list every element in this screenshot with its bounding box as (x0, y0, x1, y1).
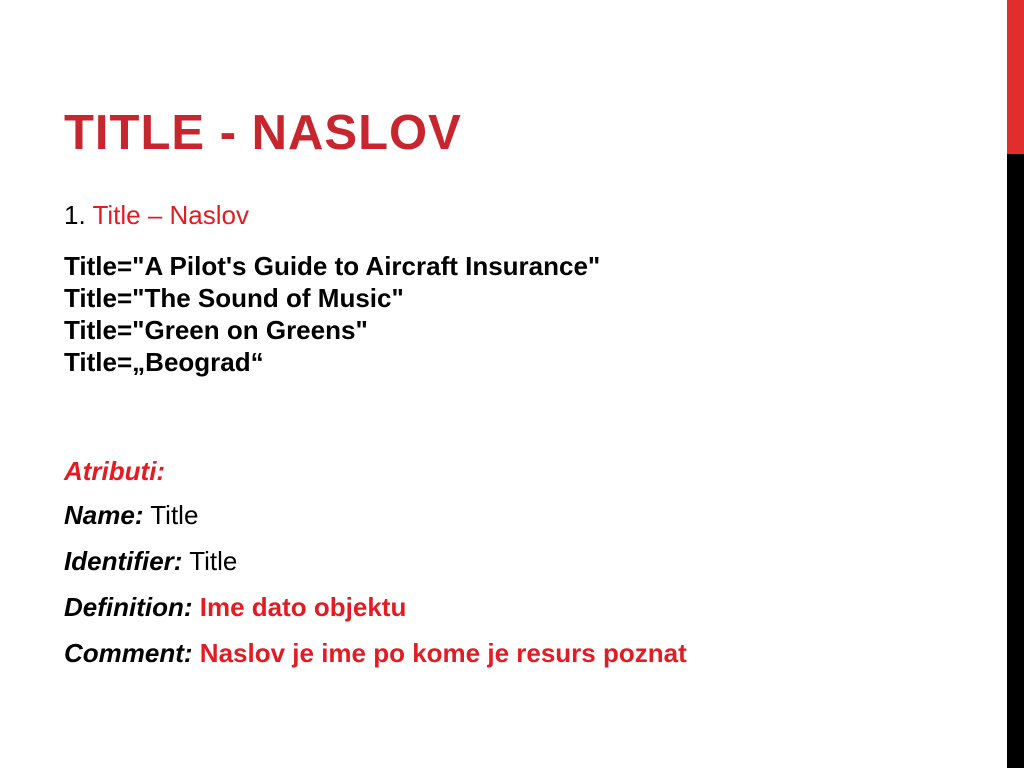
attribute-key: Definition: (64, 592, 193, 622)
attributes-heading: Atributi: (64, 456, 166, 486)
slide-title: TITLE - NASLOV (64, 106, 462, 160)
attribute-definition (64, 590, 687, 636)
example-item: Title="The Sound of Music" (64, 283, 404, 313)
attribute-key: Comment: (64, 638, 193, 668)
attribute-comment (64, 636, 687, 682)
example-list (64, 250, 600, 378)
attribute-value: Ime dato objektu (199, 592, 407, 622)
attribute-value: Naslov je ime po kome je resurs poznat (199, 638, 687, 668)
side-bar-black (1007, 154, 1024, 768)
section-title: Title – Naslov (92, 200, 249, 230)
attribute-list (64, 498, 687, 682)
attribute-key: Identifier: (64, 546, 183, 576)
example-item: Title=„Beograd“ (64, 347, 264, 377)
example-item: Title="A Pilot's Guide to Aircraft Insurance" (64, 251, 601, 281)
example-item: Title="Green on Greens" (64, 315, 368, 345)
section-number: 1. (64, 200, 93, 230)
section-heading (64, 198, 249, 232)
attribute-key: Name: (64, 500, 144, 530)
attribute-value: Title (189, 546, 238, 576)
attribute-name (64, 498, 687, 544)
side-bar-red (1007, 0, 1024, 154)
attribute-value: Title (150, 500, 199, 530)
attribute-identifier (64, 544, 687, 590)
